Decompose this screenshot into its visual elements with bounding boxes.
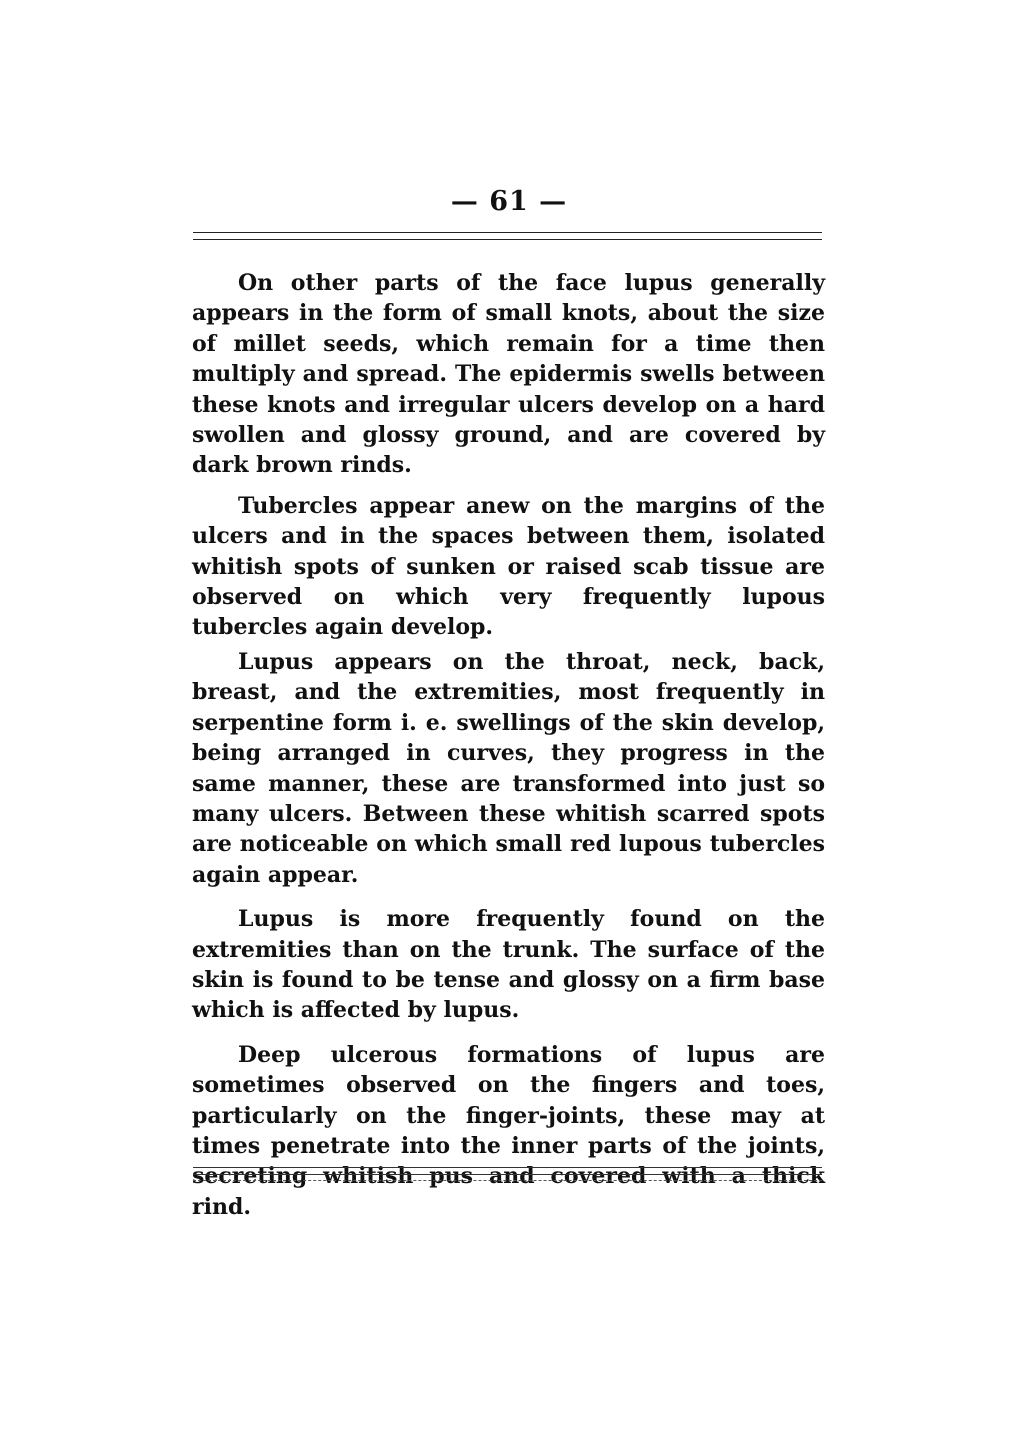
page-number: — 61 — [450, 186, 568, 217]
footer-rule-middle [193, 1174, 822, 1175]
header-rule-upper [193, 232, 822, 233]
paragraph-extremities: Lupus is more frequently found on the extremities than on the trunk. The surface of the skin is found to be tense and glossy on a firm base which is affected by lupus. [192, 906, 825, 1024]
paragraph-serpentine-form: Lupus appears on the throat, neck, back, breast, and the extremities, most frequently in serpentine form i. e. swellings of the skin develop, being arranged in curves, they progress in the same manner, these are transformed into just so many ulcers. Between these whitish scarred spots are noticeable on which small red lupous tubercles again appear. [192, 648, 825, 888]
footer-rule-lower [193, 1180, 822, 1181]
body-text [192, 268, 825, 1232]
paragraph-face-lupus: On other parts of the face lupus generally appears in the form of small knots, about the size of millet seeds, which remain for a time then multiply and spread. The epidermis swells between these knots and irregular ulcers develop on a hard swollen and glossy ground, and are covered by dark brown rinds. [192, 270, 825, 479]
footer-rule-upper [193, 1167, 822, 1168]
paragraph-ulcerous-formations: Deep ulcerous formations of lupus are sometimes observed on the fingers and toes, particularly on the finger-joints, these may at times penetrate into the inner parts of the joints, secreting whitish pus and covered with a thick rind. [192, 1041, 825, 1220]
paragraph-tubercles: Tubercles appear anew on the margins of the ulcers and in the spaces between them, isolated whitish spots of sunken or raised scab tissue are observed on which very frequently lupous tubercles again develop. [192, 492, 825, 641]
header-rule-lower [193, 239, 822, 240]
